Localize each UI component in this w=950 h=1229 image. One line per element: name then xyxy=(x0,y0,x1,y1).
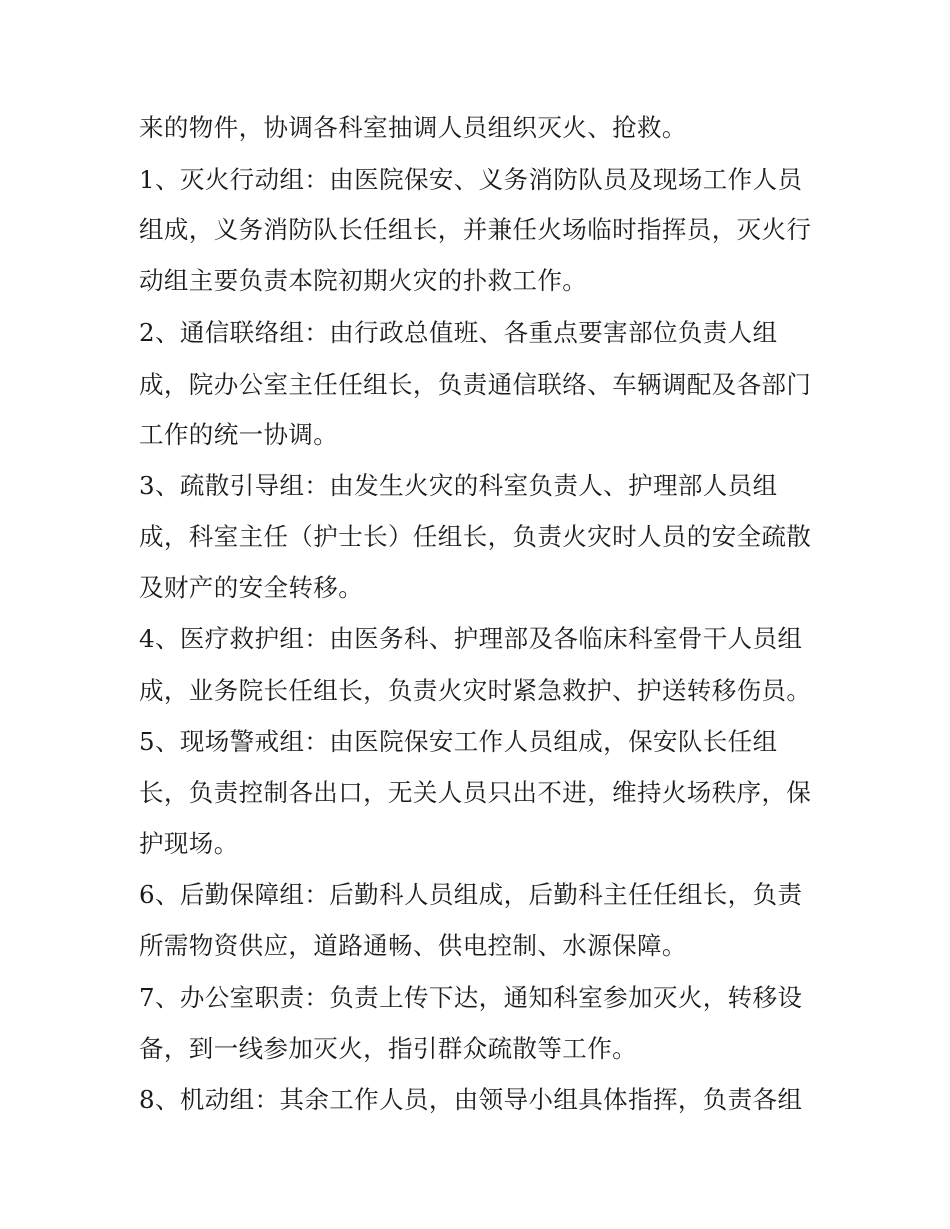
text-line: 来的物件，协调各科室抽调人员组织灭火、抢救。 xyxy=(139,113,687,142)
text-line: 6、后勤保障组：后勤科人员组成，后勤科主任任组长，负责 xyxy=(139,880,803,909)
text-line: 8、机动组：其余工作人员，由领导小组具体指挥，负责各组 xyxy=(139,1085,803,1114)
text-line: 3、疏散引导组：由发生火灾的科室负责人、护理部人员组 xyxy=(139,471,778,500)
text-line: 备，到一线参加灭火，指引群众疏散等工作。 xyxy=(139,1034,637,1063)
text-line: 长，负责控制各出口，无关人员只出不进，维持火场秩序，保 xyxy=(139,778,812,807)
text-line: 成，科室主任（护士长）任组长，负责火灾时人员的安全疏散 xyxy=(139,522,812,551)
text-line: 4、医疗救护组：由医务科、护理部及各临床科室骨干人员组 xyxy=(139,624,803,653)
text-line: 工作的统一协调。 xyxy=(139,420,339,449)
text-line: 7、办公室职责：负责上传下达，通知科室参加灭火，转移设 xyxy=(139,983,803,1012)
text-line: 成，业务院长任组长，负责火灾时紧急救护、护送转移伤员。 xyxy=(139,676,812,705)
text-line: 及财产的安全转移。 xyxy=(139,573,364,602)
text-line: 所需物资供应，道路通畅、供电控制、水源保障。 xyxy=(139,931,687,960)
text-line: 1、灭火行动组：由医院保安、义务消防队员及现场工作人员 xyxy=(139,165,803,194)
text-line: 5、现场警戒组：由医院保安工作人员组成，保安队长任组 xyxy=(139,727,778,756)
text-line: 组成，义务消防队长任组长，并兼任火场临时指挥员，灭火行 xyxy=(139,215,812,244)
text-line: 护现场。 xyxy=(139,829,239,858)
text-line: 动组主要负责本院初期火灾的扑救工作。 xyxy=(139,266,588,295)
text-line: 2、通信联络组：由行政总值班、各重点要害部位负责人组 xyxy=(139,318,778,347)
text-line: 成，院办公室主任任组长，负责通信联络、车辆调配及各部门 xyxy=(139,370,812,399)
